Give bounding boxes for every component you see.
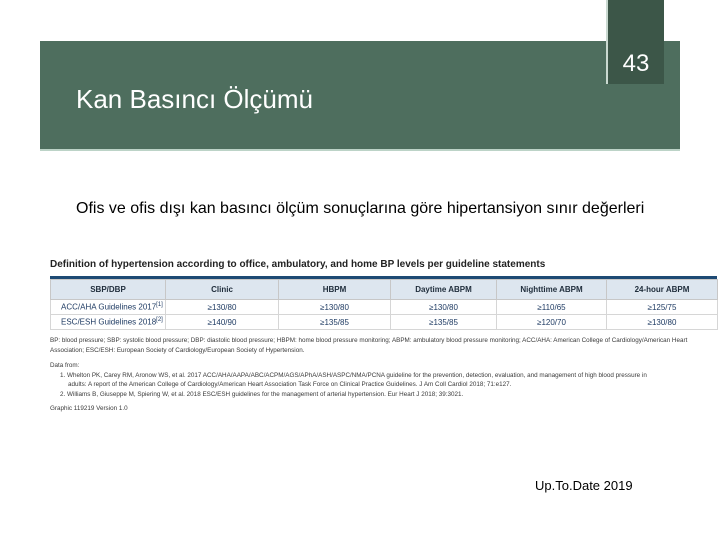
table-cell: ≥130/80 — [391, 300, 497, 315]
guideline-name: ACC/AHA Guidelines 2017 — [61, 302, 157, 312]
table-row — [51, 315, 718, 330]
column-header: Daytime ABPM — [391, 280, 497, 300]
slide-title: Kan Basıncı Ölçümü — [76, 84, 313, 114]
column-header: Nighttime ABPM — [497, 280, 607, 300]
table-cell: ≥140/90 — [166, 315, 279, 330]
slide-number: 43 — [622, 50, 650, 77]
header-accent-line — [40, 149, 680, 151]
table-cell: ≥135/85 — [279, 315, 391, 330]
figure-title: Definition of hypertension according to office, ambulatory, and home BP levels per guideline statements — [50, 259, 546, 270]
figure-notes — [50, 336, 717, 399]
reference-item: 2. Williams B, Giuseppe M, Spiering W, et al. 2018 ESC/ESH guidelines for the management of arterial hypertension. Eur Heart J 2018; 39:3021. — [60, 390, 464, 398]
reference-marker: [2] — [156, 317, 163, 324]
source-citation: Up.To.Date 2019 — [535, 478, 633, 493]
row-label-cell — [51, 315, 166, 330]
table-cell: ≥130/80 — [607, 315, 718, 330]
table-cell: ≥110/65 — [497, 300, 607, 315]
abbreviations-note: BP: blood pressure; SBP: systolic blood pressure; DBP: diastolic blood pressure; HBPM: home blood pressure monitoring; ABPM: ambulatory blood pressure monitoring; ACC/AHA: American College of Cardiology/American Heart Association; ESC/ESH: European Society of Cardiology/European Society of Hypertension. — [50, 337, 688, 354]
column-header: 24-hour ABPM — [607, 280, 718, 300]
guideline-figure — [50, 259, 717, 412]
table-cell: ≥120/70 — [497, 315, 607, 330]
table-cell: ≥130/80 — [279, 300, 391, 315]
slide-subtitle: Ofis ve ofis dışı kan basıncı ölçüm sonuçlarına göre hipertansiyon sınır değerleri — [76, 200, 645, 217]
reference-item-continued: adults: A report of the American College of Cardiology/American Heart Association Task Force on Clinical Practice Guidelines. J Am Coll Cardiol 2018; 71:e127. — [68, 381, 512, 388]
reference-item: 1. Whelton PK, Carey RM, Aronow WS, et al. 2017 ACC/AHA/AAPA/ABC/ACPM/AGS/APhA/ASH/ASPC/NMA/PCNA guideline for the prevention, detection, evaluation, and management of high blood pressure in — [60, 371, 647, 379]
reference-marker: [1] — [156, 302, 163, 309]
table-header-row — [51, 280, 718, 300]
row-label-cell — [51, 300, 166, 315]
graphic-id: Graphic 119219 Version 1.0 — [50, 405, 128, 412]
data-from-label: Data from: — [50, 362, 80, 369]
table-cell: ≥135/85 — [391, 315, 497, 330]
table-cell: ≥130/80 — [166, 300, 279, 315]
hypertension-threshold-table — [50, 279, 718, 330]
guideline-name: ESC/ESH Guidelines 2018 — [61, 317, 157, 327]
column-header: HBPM — [279, 280, 391, 300]
table-row — [51, 300, 718, 315]
column-header: Clinic — [166, 280, 279, 300]
table-cell: ≥125/75 — [607, 300, 718, 315]
column-header: SBP/DBP — [51, 280, 166, 300]
